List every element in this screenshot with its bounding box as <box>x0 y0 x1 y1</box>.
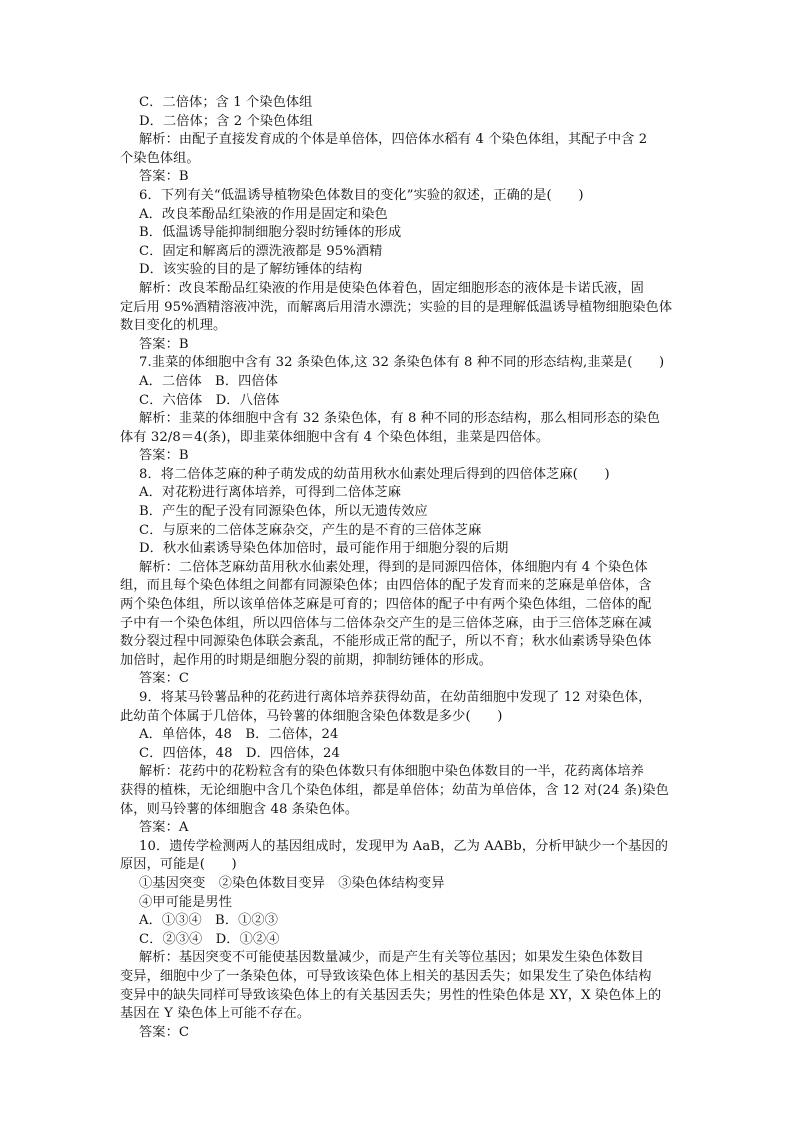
text-line: B．产生的配子没有同源染色体，所以无遗传效应 <box>139 504 428 520</box>
text-line: A．①③④ B．①②③ <box>139 913 279 929</box>
text-line: C．固定和解离后的漂洗液都是 95%酒精 <box>139 243 383 259</box>
text-line: 个染色体组。 <box>120 150 200 166</box>
text-line: D．二倍体；含 2 个染色体组 <box>139 113 313 129</box>
text-line: ④甲可能是男性 <box>139 894 233 910</box>
text-line: 6．下列有关“低温诱导植物染色体数目的变化”实验的叙述，正确的是( ) <box>139 187 584 203</box>
text-line: 数分裂过程中同源染色体联会紊乱，不能形成正常的配子，所以不育；秋水仙素诱导染色体 <box>120 634 652 650</box>
text-line: 9．将某马铃薯品种的花药进行离体培养获得幼苗，在幼苗细胞中发现了 12 对染色体， <box>139 690 652 705</box>
text-line: A．单倍体，48 B．二倍体，24 <box>139 727 339 743</box>
text-line: B．低温诱导能抑制细胞分裂时纺锤体的形成 <box>139 225 402 241</box>
text-line: 获得的植株，无论细胞中含几个染色体组，都是单倍体；幼苗为单倍体，含 12 对(24 条)染色 <box>120 782 669 798</box>
text-line: C．二倍体；含 1 个染色体组 <box>139 95 313 110</box>
text-line: 加倍时，起作用的时期是细胞分裂的前期，抑制纺锤体的形成。 <box>120 652 493 668</box>
text-line: 基因在 Y 染色体上可能不存在。 <box>120 1006 311 1022</box>
text-line: C．与原来的二倍体芝麻杂交，产生的是不育的三倍体芝麻 <box>139 522 482 538</box>
text-line: 子中有一个染色体组，所以四倍体与二倍体杂交产生的是三倍体芝麻，由于三倍体芝麻在减 <box>120 615 652 631</box>
text-line: 答案：B <box>139 336 189 352</box>
text-line: 体有 32/8＝4(条)，即韭菜体细胞中含有 4 个染色体组，韭菜是四倍体。 <box>120 429 550 445</box>
document-body <box>120 94 686 1042</box>
text-line: 此幼苗个体属于几倍体，马铃薯的体细胞含染色体数是多少( ) <box>120 708 503 724</box>
text-line: 变异中的缺失同样可导致该染色体上的有关基因丢失；男性的性染色体是 XY，X 染色体上的 <box>120 987 662 1003</box>
text-line: C．六倍体 D．八倍体 <box>139 392 280 408</box>
text-line: 解析：韭菜的体细胞中含有 32 条染色体，有 8 种不同的形态结构，那么相同形态的染色 <box>139 411 660 427</box>
text-line: 组，而且每个染色体组之间都有同源染色体；由四倍体的配子发育而来的芝麻是单倍体，含 <box>120 578 652 594</box>
text-line: 解析：花药中的花粉粒含有的染色体数只有体细胞中染色体数目的一半，花药离体培养 <box>139 764 644 780</box>
text-line: A．二倍体 B．四倍体 <box>139 373 279 389</box>
text-line: 解析：由配子直接发育成的个体是单倍体，四倍体水稻有 4 个染色体组，其配子中含 2 <box>139 132 648 148</box>
text-line: 解析：改良苯酚品红染液的作用是使染色体着色，固定细胞形态的液体是卡诺氏液，固 <box>139 280 644 296</box>
text-line: 答案：C <box>139 1024 190 1040</box>
text-line: 答案：A <box>139 820 189 836</box>
text-line: A．对花粉进行离体培养，可得到二倍体芝麻 <box>139 485 402 501</box>
text-line: D．秋水仙素诱导染色体加倍时，最可能作用于细胞分裂的后期 <box>139 541 509 557</box>
text-line: 8．将二倍体芝麻的种子萌发成的幼苗用秋水仙素处理后得到的四倍体芝麻( ) <box>139 466 610 482</box>
text-line: A．改良苯酚品红染液的作用是固定和染色 <box>139 206 388 222</box>
text-line: 7.韭菜的体细胞中含有 32 条染色体,这 32 条染色体有 8 种不同的形态结构,韭菜是( ) <box>139 355 665 371</box>
text-line: 变异，细胞中少了一条染色体，可导致该染色体上相关的基因丢失；如果发生了染色体结构 <box>120 968 652 984</box>
text-line: 答案：C <box>139 671 190 687</box>
text-line: 体，则马铃薯的体细胞含 48 条染色体。 <box>120 801 359 817</box>
text-line: 解析：基因突变不可能使基因数量减少，而是产生有关等位基因；如果发生染色体数目 <box>139 950 644 966</box>
text-line: 数目变化的机理。 <box>120 318 227 334</box>
text-line: ①基因突变 ②染色体数目变异 ③染色体结构变异 <box>139 875 445 891</box>
text-line: 答案：B <box>139 448 189 464</box>
text-line: 定后用 95%酒精溶液冲洗，而解离后用清水漂洗；实验的目的是理解低温诱导植物细胞染色体 <box>120 299 673 315</box>
text-line: D．该实验的目的是了解纺锤体的结构 <box>139 262 363 278</box>
text-line: 10．遗传学检测两人的基因组成时，发现甲为 AaB，乙为 AABb，分析甲缺少一个基因的 <box>139 838 669 854</box>
text-line: C．四倍体，48 D．四倍体，24 <box>139 745 340 761</box>
text-line: 两个染色体组，所以该单倍体芝麻是可育的；四倍体的配子中有两个染色体组，二倍体的配 <box>120 597 652 613</box>
text-line: 解析：二倍体芝麻幼苗用秋水仙素处理，得到的是同源四倍体，体细胞内有 4 个染色体 <box>139 559 648 575</box>
text-line: 答案：B <box>139 169 189 185</box>
text-line: C．②③④ D．①②④ <box>139 931 280 947</box>
text-line: 原因，可能是( ) <box>120 857 237 873</box>
